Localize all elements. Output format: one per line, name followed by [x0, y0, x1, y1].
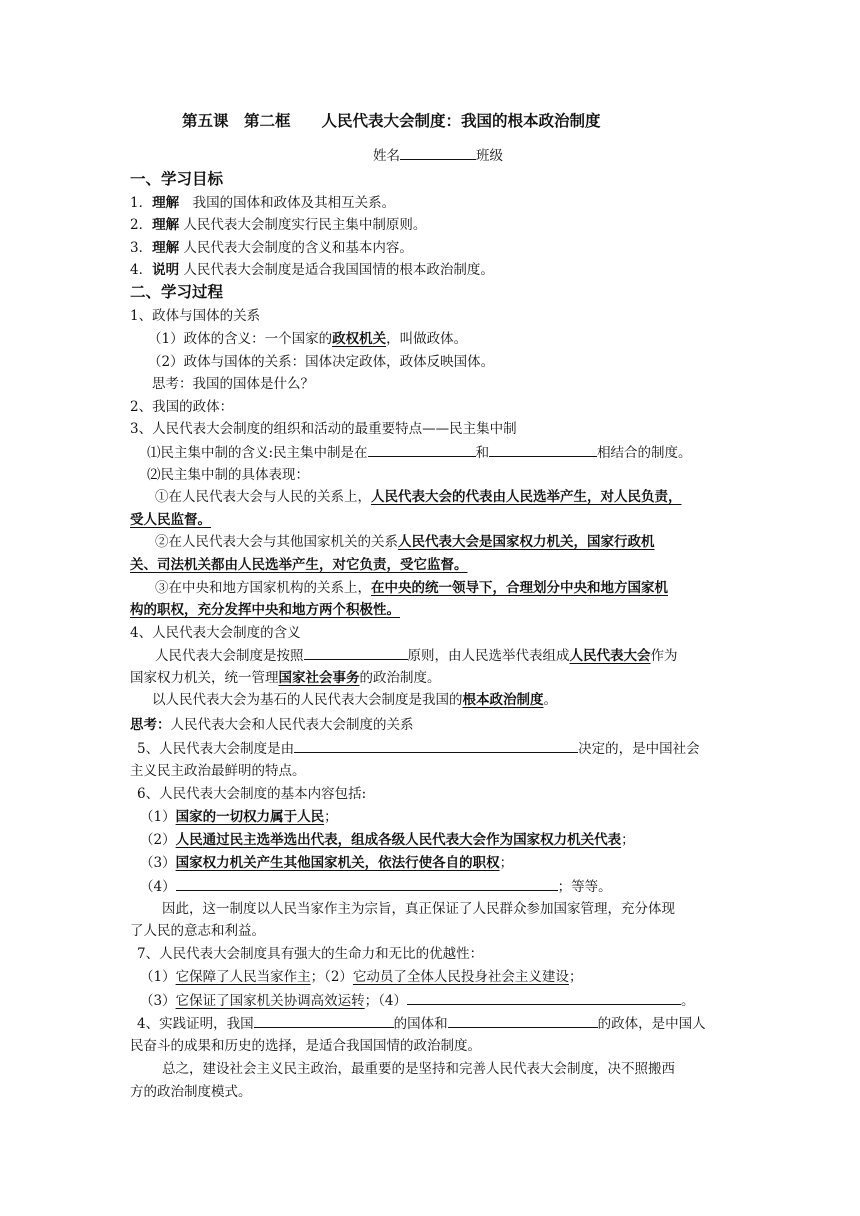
- paragraph: 关、司法机关都由人民选举产生，对它负责，受它监督。: [130, 557, 468, 573]
- paragraph: ①在人民代表大会与人民的关系上，人民代表大会的代表由人民选举产生，对人民负责，: [155, 489, 682, 505]
- paragraph: 因此，这一制度以人民当家作主为宗旨，真正保证了人民群众参加国家管理，充分体现: [162, 901, 675, 917]
- goal-item: 4．说明 人民代表大会制度是适合我国国情的根本政治制度。: [130, 262, 494, 278]
- paragraph: 以人民代表大会为基石的人民代表大会制度是我国的根本政治制度。: [152, 692, 557, 708]
- fill-blank[interactable]: [407, 989, 681, 1005]
- paragraph: （3）国家权力机关产生其他国家机关，依法行使各自的职权；: [140, 855, 514, 871]
- fill-blank[interactable]: [304, 644, 408, 660]
- paragraph: 7、人民代表大会制度具有强大的生命力和无比的优越性：: [137, 946, 484, 962]
- paragraph: （3）它保证了国家机关协调高效运转；（4） 。: [140, 989, 694, 1012]
- name-class-line: [373, 144, 503, 167]
- fill-blank[interactable]: [448, 1012, 598, 1028]
- paragraph: 总之，建设社会主义民主政治，最重要的是坚持和完善人民代表大会制度，决不照搬西: [162, 1061, 675, 1077]
- paragraph: ⑵民主集中制的具体表现：: [147, 467, 309, 483]
- class-label: 班级: [476, 148, 503, 164]
- paragraph: 4、人民代表大会制度的含义: [130, 625, 301, 641]
- paragraph: （1）它保障了人民当家作主；（2）它动员了全体人民投身社会主义建设；: [140, 969, 583, 985]
- goal-item: 1．理解 我国的国体和政体及其相互关系。: [130, 195, 396, 211]
- paragraph: 思考：我国的国体是什么？: [152, 376, 314, 392]
- paragraph: ⑴民主集中制的含义:民主集中制是在 和 相结合的制度。: [147, 441, 692, 464]
- paragraph: 思考：人民代表大会和人民代表大会制度的关系: [130, 717, 414, 733]
- paragraph: 3、人民代表大会制度的组织和活动的最重要特点——民主集中制: [130, 421, 517, 437]
- paragraph: 人民代表大会制度是按照 原则，由人民选举代表组成人民代表大会作为: [155, 644, 678, 667]
- paragraph: 受人民监督。: [130, 512, 211, 528]
- name-label: 姓名: [373, 148, 400, 164]
- fill-blank[interactable]: [368, 441, 476, 457]
- paragraph: （1）政体的含义：一个国家的政权机关，叫做政体。: [148, 331, 468, 347]
- paragraph: 民奋斗的成果和历史的选择，是适合我国国情的政治制度。: [130, 1038, 481, 1054]
- fill-blank[interactable]: [489, 441, 597, 457]
- paragraph: 6、人民代表大会制度的基本内容包括:: [137, 786, 367, 802]
- paragraph: （1）国家的一切权力属于人民；: [140, 809, 338, 825]
- document-title: 第五课 第二框 人民代表大会制度：我国的根本政治制度: [182, 112, 601, 130]
- fill-blank[interactable]: [294, 737, 578, 753]
- paragraph: （2）人民通过民主选举选出代表，组成各级人民代表大会作为国家权力机关代表；: [140, 832, 635, 848]
- paragraph: 1、政体与国体的关系: [130, 308, 261, 324]
- section-heading-process: 二、学习过程: [130, 283, 224, 301]
- goal-item: 3．理解 人民代表大会制度的含义和基本内容。: [130, 240, 413, 256]
- fill-blank[interactable]: [254, 1012, 394, 1028]
- paragraph: 国家权力机关，统一管理国家社会事务的政治制度。: [130, 670, 441, 686]
- goal-item: 2．理解 人民代表大会制度实行民主集中制原则。: [130, 217, 427, 233]
- section-heading-goals: 一、学习目标: [130, 170, 224, 188]
- paragraph: 2、我国的政体：: [130, 399, 234, 415]
- paragraph: 主义民主政治最鲜明的特点。: [130, 763, 306, 779]
- paragraph: 5、人民代表大会制度是由 决定的，是中国社会: [137, 737, 700, 760]
- name-blank[interactable]: [400, 144, 476, 160]
- paragraph: ③在中央和地方国家机构的关系上，在中央的统一领导下，合理划分中央和地方国家机: [155, 580, 668, 596]
- paragraph: 方的政治制度模式。: [130, 1084, 252, 1100]
- paragraph: 了人民的意志和利益。: [130, 923, 265, 939]
- paragraph: （4） ；等等。: [140, 875, 612, 898]
- paragraph: 4、实践证明，我国 的国体和 的政体，是中国人: [137, 1012, 706, 1035]
- paragraph: 构的职权，充分发挥中央和地方两个积极性。: [130, 602, 400, 618]
- paragraph: （2）政体与国体的关系：国体决定政体，政体反映国体。: [148, 354, 495, 370]
- paragraph: ②在人民代表大会与其他国家机关的关系人民代表大会是国家权力机关，国家行政机: [155, 534, 655, 550]
- fill-blank[interactable]: [176, 875, 558, 891]
